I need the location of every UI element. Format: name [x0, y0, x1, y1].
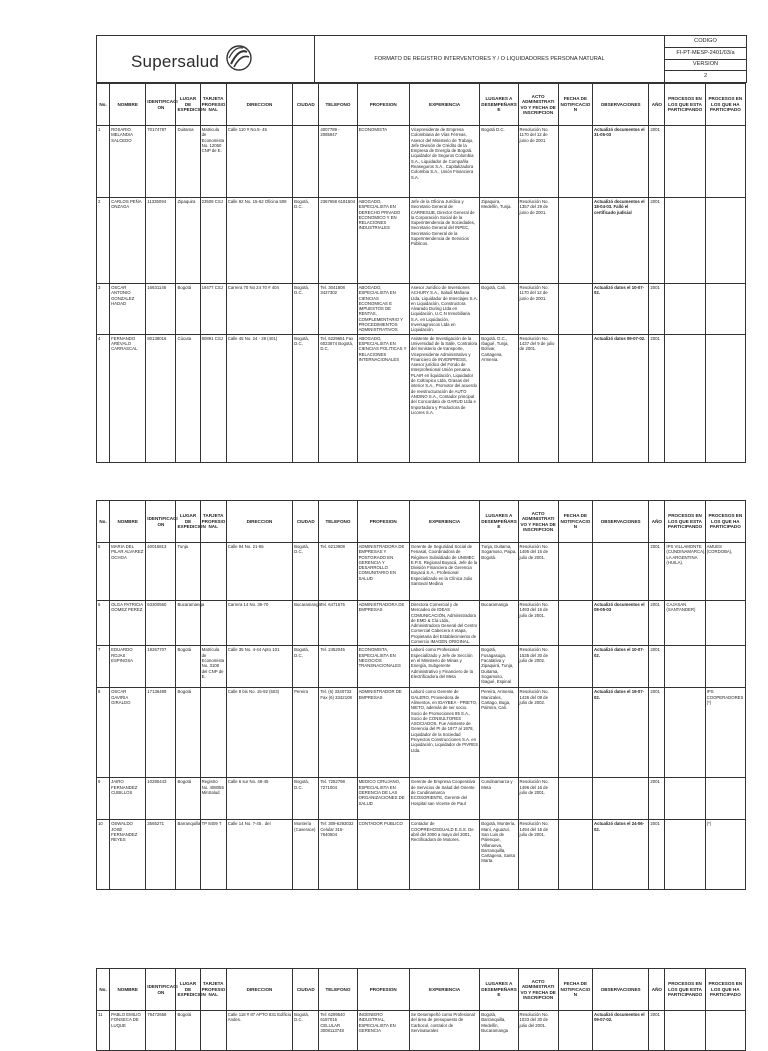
cell-telefono: Tel. 2452045 — [319, 646, 357, 688]
cell-ciudad: Bogotá, D.C. — [293, 1011, 319, 1051]
cell-direccion: Calle 92 No. 15-62 Oficina 508 — [226, 198, 292, 284]
cell-lugar-expedicion: Tunja — [176, 543, 200, 601]
cell-nombre: ROSARIO MELANDIA SALCEDO — [110, 126, 146, 198]
col-procesos-en-header: PROCESOS EN LOS QUE ESTA PARTICIPANDO — [665, 969, 705, 1011]
col-tarjeta-header: TARJETA PROFESIO NAL — [200, 501, 226, 543]
codigo-value: FI-PT-MESP-2401/03/a — [665, 47, 747, 59]
cell-telefono: Tel. (6) 3340733 Fax (6) 3342108 — [319, 688, 357, 778]
cell-anio: 2001 — [649, 601, 665, 646]
cell-notificacion — [558, 284, 592, 335]
cell-experiencia: Laboró como Profesional Especializado y Jefe de Sección en el Ministerio de Minas y Energía, Subgerente Administrativo y Financiero de la Electrificadora del Meta — [409, 646, 479, 688]
cell-lugar-expedicion: Bogotá — [176, 284, 200, 335]
cell-nombre: FERNANDO ARÉVALO CARRASCAL — [110, 334, 146, 462]
cell-procesos-ha: IPS COOPERADORES (*) — [705, 688, 745, 778]
col-experiencia-header: EXPERIENCIA — [409, 969, 479, 1011]
cell-observaciones: Actualizó documentos el 09-07-02. — [592, 1011, 648, 1051]
cell-experiencia: Asistente de Investigación de la Universidad de la Salle, Contralora del ministerio de transporte, Vicepresidente Administrativo y Financiero de INVERPRESS, Asesor jurídico del Fondo de Interprofesional Unión peruana. PLAIR en liquidación, Liquidador de Coltropico Ltda, Grasas del interior S.A., Promotor del acuerdo de reestructuración de AUTO ANDINO S.A., Contador principal del Concordato de GARUD Ltda e Importadora y Productora de Licores S.A. — [409, 334, 479, 462]
cell-procesos-ha — [705, 198, 745, 284]
cell-lugares: Cundinamarca y Meta — [480, 778, 518, 820]
cell-tarjeta — [200, 1011, 226, 1051]
cell-anio: 2001 — [649, 126, 665, 198]
table-row — [97, 284, 746, 335]
cell-acto: Resolución No. 1496 del 16 de julio de 2001. — [518, 778, 558, 820]
col-observaciones-header: OBSERVACIONES — [592, 501, 648, 543]
cell-profesion: ECONOMISTA — [357, 126, 409, 198]
col-profesion-header: PROFESION — [357, 84, 409, 126]
cell-anio: 2001 — [649, 820, 665, 890]
cell-no: 3 — [97, 284, 110, 335]
cell-observaciones: Actualizó datos el 19-07-02. — [592, 688, 648, 778]
cell-no: 7 — [97, 646, 110, 688]
cell-notificacion — [558, 543, 592, 601]
cell-procesos-en — [665, 284, 705, 335]
cell-procesos-en — [665, 198, 705, 284]
codigo-label: CODIGO — [665, 36, 747, 48]
version-label: VERSION — [665, 59, 747, 71]
cell-procesos-en — [665, 126, 705, 198]
cell-direccion: Calle 94 No. 21-65 — [226, 543, 292, 601]
cell-experiencia: Contador de COOPREHOSGUALD E.S.S. De abril del 2000 a mayo del 2001, Rectificadora de Motores. — [409, 820, 479, 890]
cell-procesos-en: CAJASAN (SANTANDER) — [665, 601, 705, 646]
cell-identificacion: 19267707 — [146, 646, 176, 688]
cell-lugares: Bogotá, D.C., Ibagué, Tunja, Bolívar, Cartagena, Armenia. — [480, 334, 518, 462]
cell-no: 9 — [97, 778, 110, 820]
cell-tarjeta: TP 8409 T — [200, 820, 226, 890]
col-telefono-header: TELEFONO — [319, 84, 357, 126]
cell-procesos-ha — [705, 601, 745, 646]
cell-anio: 2001 — [649, 543, 665, 601]
col-notificacion-header: FECHA DE NOTIFICACIO N — [558, 501, 592, 543]
col-acto-header: ACTO ADMINISTRATI VO Y FECHA DE INSCRIPCION — [518, 501, 558, 543]
table-row — [97, 646, 746, 688]
cell-profesion: ADMINISTRADORA DE EMPRESAS Y POSTGRADO EN GERENCIA Y DESARROLLO COMUNITARIO EN SALUD — [357, 543, 409, 601]
cell-nombre: OSCAR GAVIRIA GIRALDO — [110, 688, 146, 778]
cell-profesion: ADMINISTRADOR DE EMPRESAS — [357, 688, 409, 778]
col-nombre-header: NOMBRE — [110, 84, 146, 126]
cell-observaciones — [592, 778, 648, 820]
col-profesion-header: PROFESION — [357, 969, 409, 1011]
cell-telefono: Tel. 7252798 7271004 — [319, 778, 357, 820]
cell-procesos-ha — [705, 126, 745, 198]
col-no-header: No. — [97, 84, 110, 126]
col-procesos-ha-header: PROCESOS EN LOS QUE HA PARTICIPADO — [705, 501, 745, 543]
cell-nombre: JAIRO FERNANDEZ CUBILLOS — [110, 778, 146, 820]
cell-profesion: ADMINISTRADORA DE EMPRESAS — [357, 601, 409, 646]
cell-lugares: Bogotá, Cali. — [480, 284, 518, 335]
cell-direccion: Calle 14 No. 7-45 . del — [226, 820, 292, 890]
cell-tarjeta: 19477 CSJ — [200, 284, 226, 335]
col-lugar-expedicion-header: LUGAR DE EXPEDICION — [176, 969, 200, 1011]
cell-identificacion: 79472658 — [146, 1011, 176, 1051]
cell-notificacion — [558, 126, 592, 198]
cell-procesos-en — [665, 1011, 705, 1051]
cell-observaciones: Actualizó documentos el 08-05-03 — [592, 601, 648, 646]
cell-nombre: OLGA PATRICIA GOMEZ PEREZ — [110, 601, 146, 646]
cell-nombre: CARLOS PEÑA ONZAGA — [110, 198, 146, 284]
cell-ciudad: Bogotá, D.C. — [293, 778, 319, 820]
cell-ciudad — [293, 126, 319, 198]
cell-observaciones: Actualizó datos el 10-07-02. — [592, 646, 648, 688]
cell-procesos-ha: (*) — [705, 820, 745, 890]
cell-anio: 2001 — [649, 778, 665, 820]
cell-direccion: Calle 35 No. 4-44 Apto 101 — [226, 646, 292, 688]
cell-nombre: MARIA DEL PILAR ALVAREZ OCHOA — [110, 543, 146, 601]
cell-procesos-en — [665, 778, 705, 820]
cell-notificacion — [558, 646, 592, 688]
table-row — [97, 820, 746, 890]
col-lugar-expedicion-header: LUGAR DE EXPEDICION — [176, 84, 200, 126]
cell-lugares: Bogotá D.C. — [480, 126, 518, 198]
cell-notificacion — [558, 1011, 592, 1051]
cell-tarjeta: Matricula de Economista No. 12050 CNP de E. — [200, 126, 226, 198]
col-lugar-expedicion-header: LUGAR DE EXPEDICION — [176, 501, 200, 543]
cell-identificacion: 40016813 — [146, 543, 176, 601]
cell-observaciones: Actualizó documentos el 18-04-03. Falló el certificado judicial — [592, 198, 648, 284]
cell-ciudad: Bogotá, D.C. — [293, 334, 319, 462]
cell-procesos-en — [665, 688, 705, 778]
cell-no: 11 — [97, 1011, 110, 1051]
cell-acto: Resolución No. 1170 del 12 de junio de 2001. — [518, 284, 558, 335]
cell-tarjeta: Matrícula de Economista No. 3108 del CNP de E. — [200, 646, 226, 688]
cell-direccion: Calle 118 # 87 APTO 831 Edificio Andes. — [226, 1011, 292, 1051]
cell-direccion: Calle 8 bis No. 15-92 (503) — [226, 688, 292, 778]
cell-notificacion — [558, 334, 592, 462]
cell-direccion: Carrera 14 No. 36-70 — [226, 601, 292, 646]
cell-lugar-expedicion: Duitama — [176, 126, 200, 198]
cell-observaciones — [592, 543, 648, 601]
col-lugares-header: LUGARES A DESEMPEÑARS E — [480, 501, 518, 543]
col-tarjeta-header: TARJETA PROFESIO NAL — [200, 969, 226, 1011]
cell-profesion: MEDICO CIRUJANO, ESPECIALISTA EN GERENCIA DE LAS ORGANIZACIONES DE SALUD — [357, 778, 409, 820]
cell-anio: 2001 — [649, 1011, 665, 1051]
cell-notificacion — [558, 601, 592, 646]
cell-telefono: 2367658 6181504 — [319, 198, 357, 284]
cell-ciudad: Pereira — [293, 688, 319, 778]
cell-procesos-ha — [705, 334, 745, 462]
cell-procesos-ha: AMUES (CORDOBA), — [705, 543, 745, 601]
cell-nombre: OSCAR ANTONIO GONZALEZ HADAD — [110, 284, 146, 335]
col-identificacion-header: IDENTIFICACI ON — [146, 84, 176, 126]
table-row — [97, 601, 746, 646]
cell-experiencia: Vicepresidente de Empresa Colombiana de Vías Férreas, Asesor del Ministerio de Trabajo, Jefe División de Crédito de la Empresa de Energía de Bogotá. Liquidador de Seguros Colombia S.A., Liquidador de Compañía Reaseguros S.A., Capitalizadora Colombia S.A., Unión Financiera S.A. — [409, 126, 479, 198]
cell-procesos-ha — [705, 1011, 745, 1051]
cell-telefono: Tel. 6213908 — [319, 543, 357, 601]
cell-telefono: Tel. 6229651 Fax 6023674 Bogotá, D.C. — [319, 334, 357, 462]
header-row — [97, 969, 746, 1011]
cell-ciudad: Bogotá, D.C. — [293, 284, 319, 335]
col-identificacion-header: IDENTIFICACI ON — [146, 501, 176, 543]
cell-observaciones: Actualizó datos el 24-06-02. — [592, 820, 648, 890]
cell-experiencia: Jefe de la Oficina Jurídica y Secretario General de CARRESUB, Director General de la Corporación Social de la Superintendencia de Sociedades, Secretario General del INPEC, Secretario General de la Superintendencia de Servicios Públicos. — [409, 198, 479, 284]
col-telefono-header: TELEFONO — [319, 969, 357, 1011]
cell-observaciones: Actualizó datos 09-07-02. — [592, 334, 648, 462]
cell-identificacion: 80138016 — [146, 334, 176, 462]
cell-direccion: Calle 6 sur No. 48-45 — [226, 778, 292, 820]
cell-profesion: ABOGADO, ESPECIALISTA EN DERECHO PRIVADO ECONOMICO Y EN RELACIONES INDUSTRIALES — [357, 198, 409, 284]
table-row — [97, 126, 746, 198]
col-procesos-ha-header: PROCESOS EN LOS QUE HA PARTICIPADO — [705, 84, 745, 126]
registry-table-1 — [96, 83, 746, 463]
registry-table-2 — [96, 500, 746, 890]
cell-acto: Resolución No. 1495 del 16 de julio de 2001. — [518, 543, 558, 601]
col-nombre-header: NOMBRE — [110, 969, 146, 1011]
cell-acto: Resolución No. 1493 del 16 de julio de 2001. — [518, 601, 558, 646]
cell-ciudad: Bogotá, D.C. — [293, 543, 319, 601]
cell-lugares: Bogotá, Fusagasuga, Facatativa y Zipaquirá, Tunja, Duitama, Sogamoso, Ibagué, Espinal — [480, 646, 518, 688]
cell-lugar-expedicion: Bogotá — [176, 1011, 200, 1051]
col-anio-header: AÑO — [649, 501, 665, 543]
cell-identificacion: 11335094 — [146, 198, 176, 284]
cell-procesos-ha — [705, 284, 745, 335]
cell-acto: Resolución No. 1436 del 09 de julio de 2002. — [518, 688, 558, 778]
cell-notificacion — [558, 198, 592, 284]
col-ciudad-header: CIUDAD — [293, 969, 319, 1011]
cell-identificacion: 17136489 — [146, 688, 176, 778]
cell-profesion: CONTADOR PUBLICO — [357, 820, 409, 890]
cell-telefono: Tel. 3041808 3427302 — [319, 284, 357, 335]
col-acto-header: ACTO ADMINISTRATI VO Y FECHA DE INSCRIPCION — [518, 969, 558, 1011]
col-notificacion-header: FECHA DE NOTIFICACIO N — [558, 969, 592, 1011]
cell-acto: Resolución No. 1170 del 12 de junio de 2001 — [518, 126, 558, 198]
logo-cell — [97, 36, 315, 83]
cell-no: 8 — [97, 688, 110, 778]
cell-procesos-en — [665, 334, 705, 462]
col-tarjeta-header: TARJETA PROFESIO NAL — [200, 84, 226, 126]
cell-acto: Resolución No. 1437 del 9 de julio de 2001. — [518, 334, 558, 462]
cell-anio: 2001 — [649, 334, 665, 462]
cell-profesion: ECONOMISTA, ESPECIALISTA EN NEGOCIOS TRANSNACIONALES — [357, 646, 409, 688]
cell-tarjeta — [200, 688, 226, 778]
cell-experiencia: Asesor Jurídico de Inversiones ACHURY S.A., Saludi Mañana Ltda, Liquidador de Interclajes S.A. en Liquidación, Constructora Alvarado During Ltda en Liquidación, U.C.N Inmobiliaria S.A. en Liquidación, Inversagroscos Ltda en Liquidación. — [409, 284, 479, 335]
cell-profesion: INGENIERO INDUSTRIAL, ESPECIALISTA EN GERENCIA — [357, 1011, 409, 1051]
cell-telefono: Tel: 309-6293032 Celular 315-7640504 — [319, 820, 357, 890]
cell-lugares: Zipaquira, Medellín, Tunja. — [480, 198, 518, 284]
cell-procesos-en: IPS VILLAMONTE (CUNDINAMARCA), LA ARGENTINA (HUILA). — [665, 543, 705, 601]
cell-experiencia: Laboró como Gerente de GALERO, Proveedora de Alimentos, en IDAYBEA - PRIETO, NIETO, además de ser socio. Socio de Promociones 85 S.A., Socio de CONSULTORES ASOCIADOS, Fue Asistente de Gerencia del PI de 1977 al 1978, Liquidador de la Sociedad Proyectos Construcciones S.A. en Liquidación, Liquidador de PIVRES Ltda. — [409, 688, 479, 778]
col-notificacion-header: FECHA DE NOTIFICACIO N — [558, 84, 592, 126]
cell-lugares: Bogotá, Barranquilla, Medellín, Bucaramanga — [480, 1011, 518, 1051]
cell-direccion: Carrera 70 No 24 70 # 404 — [226, 284, 292, 335]
table-row — [97, 778, 746, 820]
cell-profesion: ABOGADO, ESPECIALISTA EN CIENCIAS ECONOMICAS E IMPUESTOS DE RENTAS, COMPLEMENTARIO Y PROCEDIMIENTOS ADMINISTRATIVOS — [357, 284, 409, 335]
col-no-header: No. — [97, 969, 110, 1011]
cell-identificacion: 10280443 — [146, 778, 176, 820]
page-2 — [96, 500, 746, 890]
cell-nombre: EDUARDO ROJAS ESPINOSA — [110, 646, 146, 688]
col-anio-header: AÑO — [649, 84, 665, 126]
header-row — [97, 84, 746, 126]
version-value: 2 — [665, 71, 747, 83]
cell-tarjeta: Registro No. 408055 MinSalud — [200, 778, 226, 820]
cell-no: 6 — [97, 601, 110, 646]
cell-experiencia: Gerente de Empresa Cooperativa de Servicios de Salud del Oriente de Cundinamarca ECOSORIENTE, Gerente del Hospital san Vicente de Paul — [409, 778, 479, 820]
cell-anio: 2001 — [649, 284, 665, 335]
cell-observaciones: Actualizó documentos el 31-05-03 — [592, 126, 648, 198]
cell-ciudad: Bogotá, D.C. — [293, 198, 319, 284]
col-ciudad-header: CIUDAD — [293, 501, 319, 543]
cell-tarjeta: 23509 CSJ — [200, 198, 226, 284]
cell-procesos-ha — [705, 646, 745, 688]
col-acto-header: ACTO ADMINISTRATI VO Y FECHA DE INSCRIPCION — [518, 84, 558, 126]
cell-direccion: Calle 110 # No.5- 45 — [226, 126, 292, 198]
cell-ciudad: Montería (Caserace) — [293, 820, 319, 890]
cell-nombre: OSWALDO JOSÉ FERNANDEZ REYES — [110, 820, 146, 890]
col-identificacion-header: IDENTIFICACI ON — [146, 969, 176, 1011]
cell-acto: Resolución No. 1033 del 30 de julio del 2001. — [518, 1011, 558, 1051]
col-profesion-header: PROFESION — [357, 501, 409, 543]
cell-telefono: 4007789 - 2085947 — [319, 126, 357, 198]
col-experiencia-header: EXPERIENCIA — [409, 84, 479, 126]
col-procesos-ha-header: PROCESOS EN LOS QUE HA PARTICIPADO — [705, 969, 745, 1011]
cell-tarjeta — [200, 601, 226, 646]
col-no-header: No. — [97, 501, 110, 543]
cell-observaciones: Actualizó datos el 10-07-02. — [592, 284, 648, 335]
cell-direccion: Calle 45 No. 24 - 28 (401) — [226, 334, 292, 462]
cell-tarjeta — [200, 543, 226, 601]
cell-identificacion: 16631146 — [146, 284, 176, 335]
cell-identificacion: 3565271 — [146, 820, 176, 890]
cell-procesos-en — [665, 646, 705, 688]
cell-lugar-expedicion: Barranquilla — [176, 820, 200, 890]
cell-notificacion — [558, 688, 592, 778]
supersalud-logo: Supersalud — [131, 52, 220, 71]
cell-identificacion: 70174787 — [146, 126, 176, 198]
cell-acto: Resolución No. 1535 del 30 de julio de 2002. — [518, 646, 558, 688]
document-title: FORMATO DE REGISTRO INTERVENTORES Y / O LIQUIDADORES PERSONA NATURAL — [315, 36, 665, 83]
page-1 — [96, 35, 746, 463]
cell-no: 1 — [97, 126, 110, 198]
col-anio-header: AÑO — [649, 969, 665, 1011]
cell-notificacion — [558, 778, 592, 820]
cell-profesion: ABOGADO, ESPECIALISTA EN CIENCIAS POLITICAS Y RELACIONES INTERNACIONALES — [357, 334, 409, 462]
col-direccion-header: DIRECCION — [226, 84, 292, 126]
col-lugares-header: LUGARES A DESEMPEÑARS E — [480, 969, 518, 1011]
cell-anio: 2001 — [649, 198, 665, 284]
page-3 — [96, 968, 746, 1051]
cell-acto: Resolución No. 1494 del 16 de julio de 2001. — [518, 820, 558, 890]
cell-telefono: Tel: 6299540 6187015 CELULAR 3008113748 — [319, 1011, 357, 1051]
table-row — [97, 198, 746, 284]
table-row — [97, 334, 746, 462]
cell-acto: Resolución No. 1357 del 29 de junio de 2001. — [518, 198, 558, 284]
cell-notificacion — [558, 820, 592, 890]
cell-lugar-expedicion: Bucaramanga — [176, 601, 200, 646]
table-row — [97, 543, 746, 601]
col-direccion-header: DIRECCION — [226, 501, 292, 543]
col-procesos-en-header: PROCESOS EN LOS QUE ESTA PARTICIPANDO — [665, 84, 705, 126]
cell-lugar-expedicion: Bogotá — [176, 688, 200, 778]
cell-procesos-ha — [705, 778, 745, 820]
table-row — [97, 688, 746, 778]
cell-ciudad: Bucaramanga — [293, 601, 319, 646]
cell-lugares: Tunja, Duitama, Sogamoso, Paipa, Bogotá. — [480, 543, 518, 601]
cell-tarjeta: 80891 CSJ — [200, 334, 226, 462]
header-row — [97, 501, 746, 543]
cell-anio: 2001 — [649, 646, 665, 688]
registry-table-3 — [96, 968, 746, 1051]
cell-anio: 2001 — [649, 688, 665, 778]
cell-lugar-expedicion: Cúcuta — [176, 334, 200, 462]
col-procesos-en-header: PROCESOS EN LOS QUE ESTA PARTICIPANDO — [665, 501, 705, 543]
supersalud-logo-icon — [221, 42, 255, 76]
cell-lugares: Bucaramanga — [480, 601, 518, 646]
cell-identificacion: 63300560 — [146, 601, 176, 646]
cell-ciudad: Bogotá, D.C. — [293, 646, 319, 688]
col-observaciones-header: OBSERVACIONES — [592, 84, 648, 126]
cell-telefono: Tel. 6471675 — [319, 601, 357, 646]
cell-no: 2 — [97, 198, 110, 284]
cell-no: 10 — [97, 820, 110, 890]
cell-no: 4 — [97, 334, 110, 462]
col-ciudad-header: CIUDAD — [293, 84, 319, 126]
col-telefono-header: TELEFONO — [319, 501, 357, 543]
cell-no: 5 — [97, 543, 110, 601]
col-observaciones-header: OBSERVACIONES — [592, 969, 648, 1011]
cell-nombre: PABLO EMILIO FONSECA DE LUQUE — [110, 1011, 146, 1051]
col-nombre-header: NOMBRE — [110, 501, 146, 543]
cell-experiencia: Gerente de Seguridad Social de Fenasal, Coordinadora de Régimen Subsidiado de UNIMEC E.P.S. Regional Boyacá, Jefe de la División Financiera de Gerencia Boyacá S.A., Profesional Especializado en la Clínica Julio Santoval Medina — [409, 543, 479, 601]
col-lugares-header: LUGARES A DESEMPEÑARS E — [480, 84, 518, 126]
table-row — [97, 1011, 746, 1051]
cell-lugares: Bogotá, Montería, Maní, Aguazul, San Luis de Palenque, Villanueva, Barranquilla, Cartagena, Santa Marta. — [480, 820, 518, 890]
cell-lugar-expedicion: Bogotá — [176, 778, 200, 820]
col-experiencia-header: EXPERIENCIA — [409, 501, 479, 543]
col-direccion-header: DIRECCION — [226, 969, 292, 1011]
cell-procesos-en — [665, 820, 705, 890]
cell-experiencia: Directora Comercial y de Mercadeo de IDEAS COMUNICACIÓN, Administradora de EMD & Cía Ltda., Administradora General del Centro Comercial Cabecera 4 etapa, Propietaria del Establecimiento de Comercio IMAGEN ORIGINAL. — [409, 601, 479, 646]
cell-experiencia: Se Desempeñó como Profesional del área de presupuesto de Carbocol, contralor de Servinaturales — [409, 1011, 479, 1051]
cell-lugar-expedicion: Bogotá — [176, 646, 200, 688]
cell-lugares: Pereira, Armenia, Manizales, Cartago, Buga, Palmira, Cali. — [480, 688, 518, 778]
document-header — [96, 35, 747, 83]
cell-lugar-expedicion: Zipaquira — [176, 198, 200, 284]
